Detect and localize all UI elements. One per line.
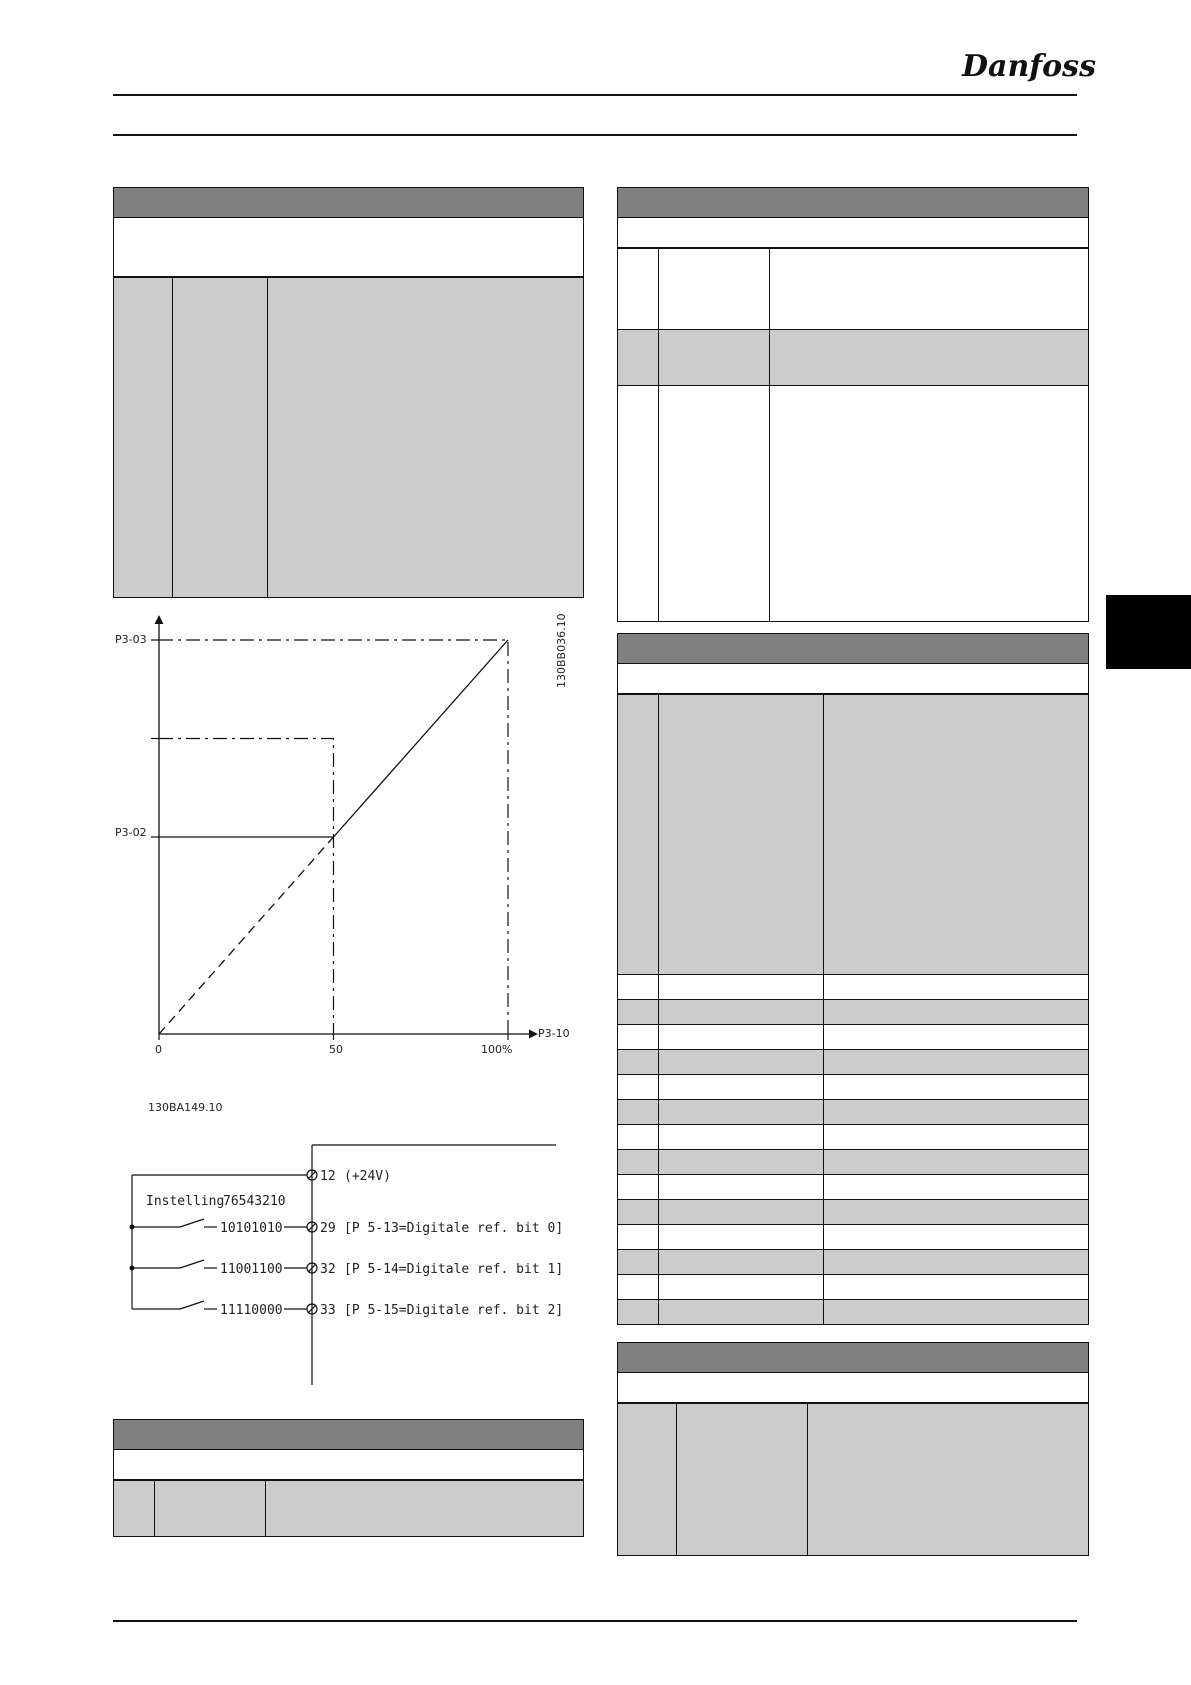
wiring-code: 130BA149.10 <box>148 1101 223 1114</box>
table-cell <box>618 694 659 975</box>
switch-bits: 11110000 <box>220 1303 283 1318</box>
wiring-diagram <box>120 1095 564 1385</box>
table-cell <box>268 277 584 598</box>
table-header <box>618 1343 1089 1373</box>
table-cell <box>808 1403 1089 1556</box>
param-table-left-2 <box>113 1419 584 1537</box>
header-rule-bottom <box>113 134 1077 136</box>
table-cell <box>618 248 659 330</box>
y-tick-label-p3-02: P3-02 <box>115 826 147 839</box>
terminal-number: 12 <box>320 1169 336 1184</box>
y-tick-label-p3-03: P3-03 <box>115 633 147 646</box>
table-row <box>618 1075 659 1100</box>
switch-contact <box>180 1219 204 1227</box>
table-subheader <box>618 664 1089 695</box>
table-header <box>618 188 1089 218</box>
table-row <box>618 1225 659 1250</box>
table-cell <box>770 330 1089 386</box>
instelling-bits: 76543210 <box>223 1194 286 1209</box>
table-cell <box>173 277 268 598</box>
table-row <box>618 1025 659 1050</box>
param-table-left-1 <box>113 187 584 598</box>
table-cell <box>824 694 1089 975</box>
table-subheader <box>114 218 584 278</box>
table-row <box>618 1250 659 1275</box>
footer-rule <box>113 1620 1077 1622</box>
table-row <box>618 1150 659 1175</box>
switch-bits: 11001100 <box>220 1262 283 1277</box>
table-cell <box>677 1403 808 1556</box>
table-subheader <box>114 1450 584 1481</box>
x-tick-label-100: 100% <box>481 1043 513 1056</box>
x-tick-label-50: 50 <box>329 1043 343 1056</box>
terminal-number: 29 <box>320 1221 336 1236</box>
reference-graph <box>105 608 585 1063</box>
table-row <box>618 1125 659 1150</box>
x-axis-label: P3-10 <box>538 1027 570 1040</box>
switch-bits: 10101010 <box>220 1221 283 1236</box>
table-header <box>114 188 584 218</box>
svg-text:Danfoss: Danfoss <box>962 49 1096 84</box>
table-header <box>114 1420 584 1450</box>
header-rule-top <box>113 94 1077 96</box>
param-table-right-2 <box>617 633 1089 1325</box>
terminal-label: [P 5-15=Digitale ref. bit 2] <box>344 1303 564 1318</box>
table-row <box>618 1200 659 1225</box>
table-subheader <box>618 1373 1089 1404</box>
terminal-label: [P 5-13=Digitale ref. bit 0] <box>344 1221 564 1236</box>
table-cell <box>114 1480 155 1537</box>
table-row <box>618 1100 659 1125</box>
table-row <box>618 1000 659 1025</box>
table-subheader <box>618 218 1089 249</box>
table-cell <box>114 277 173 598</box>
table-cell <box>770 248 1089 330</box>
terminal-number: 32 <box>320 1262 336 1277</box>
table-cell <box>618 386 659 622</box>
x-tick-label-0: 0 <box>155 1043 162 1056</box>
graph-code: 130BB036.10 <box>555 613 568 688</box>
table-cell <box>659 248 770 330</box>
series-line-dashed <box>159 837 334 1034</box>
table-cell <box>659 330 770 386</box>
chapter-tab <box>1106 595 1191 669</box>
terminal-label: (+24V) <box>344 1169 391 1184</box>
terminal-number: 33 <box>320 1303 336 1318</box>
table-row <box>618 1300 659 1325</box>
table-cell <box>659 386 770 622</box>
reference-line-1 <box>159 739 334 1035</box>
terminal-label: [P 5-14=Digitale ref. bit 1] <box>344 1262 564 1277</box>
table-cell <box>155 1480 266 1537</box>
table-row <box>618 1050 659 1075</box>
param-table-right-1 <box>617 187 1089 622</box>
table-row <box>618 1275 659 1300</box>
switch-contact <box>180 1260 204 1268</box>
table-header <box>618 634 1089 664</box>
instelling-label: Instelling <box>146 1194 225 1209</box>
table-cell <box>659 694 824 975</box>
table-cell <box>266 1480 584 1537</box>
series-line-solid <box>334 640 509 837</box>
table-cell <box>618 1403 677 1556</box>
danfoss-logo <box>960 38 1096 88</box>
param-table-right-3 <box>617 1342 1089 1556</box>
table-row <box>618 1175 659 1200</box>
switch-contact <box>180 1301 204 1309</box>
table-row <box>618 975 659 1000</box>
table-cell <box>770 386 1089 622</box>
table-cell <box>618 330 659 386</box>
